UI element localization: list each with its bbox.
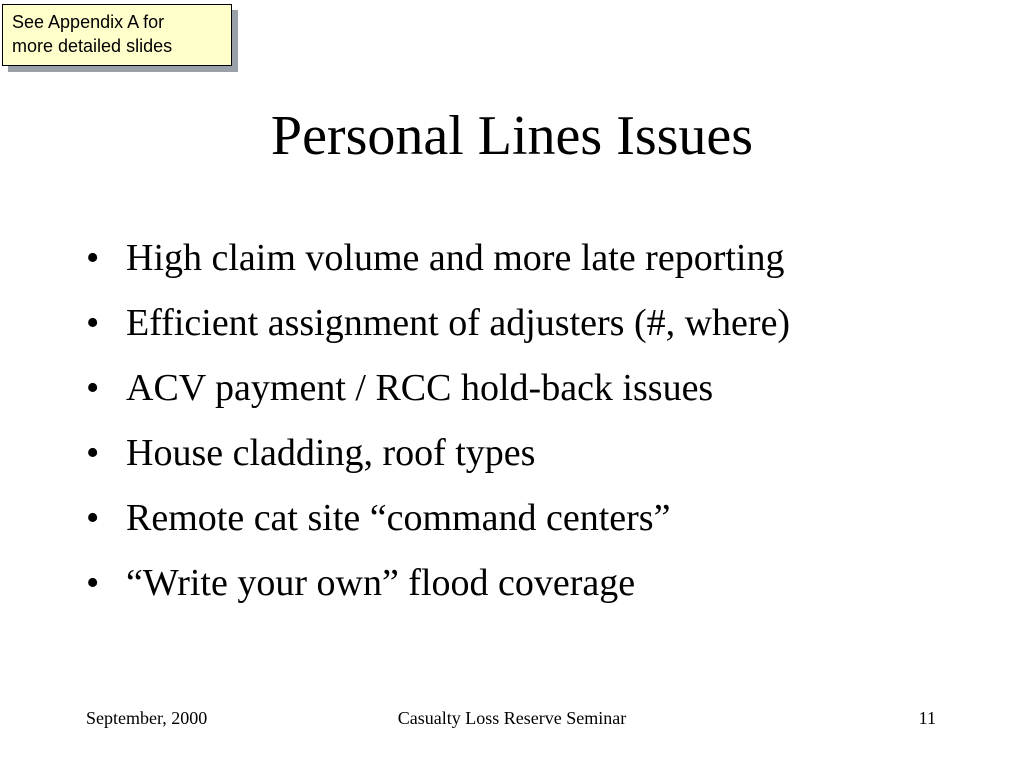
bullet-dot-icon: • (86, 497, 100, 539)
appendix-note-line-2: more detailed slides (12, 36, 173, 56)
bullet-text: ACV payment / RCC hold-back issues (126, 367, 714, 409)
bullet-dot-icon: • (86, 302, 100, 344)
bullet-item (86, 421, 790, 486)
footer-date: September, 2000 (86, 708, 208, 728)
bullet-item (86, 486, 790, 551)
bullet-text: House cladding, roof types (126, 432, 536, 474)
bullet-item (86, 356, 790, 421)
bullet-dot-icon: • (86, 432, 100, 474)
bullet-text: Remote cat site “command centers” (126, 497, 671, 539)
bullet-text: Efficient assignment of adjusters (#, where) (126, 302, 791, 344)
bullet-item (86, 291, 790, 356)
bullet-dot-icon: • (86, 237, 100, 279)
footer-page-number: 11 (918, 708, 936, 728)
appendix-note-line-1: See Appendix A for (12, 12, 165, 32)
appendix-note-box (2, 4, 232, 66)
bullet-dot-icon: • (86, 367, 100, 409)
bullet-text: High claim volume and more late reporting (126, 237, 785, 279)
footer-event-title: Casualty Loss Reserve Seminar (397, 708, 627, 728)
bullet-text: “Write your own” flood coverage (126, 562, 636, 604)
bullet-list (86, 226, 790, 616)
bullet-dot-icon: • (86, 562, 100, 604)
bullet-item (86, 226, 790, 291)
slide-title: Personal Lines Issues (270, 105, 754, 167)
bullet-item (86, 551, 790, 616)
